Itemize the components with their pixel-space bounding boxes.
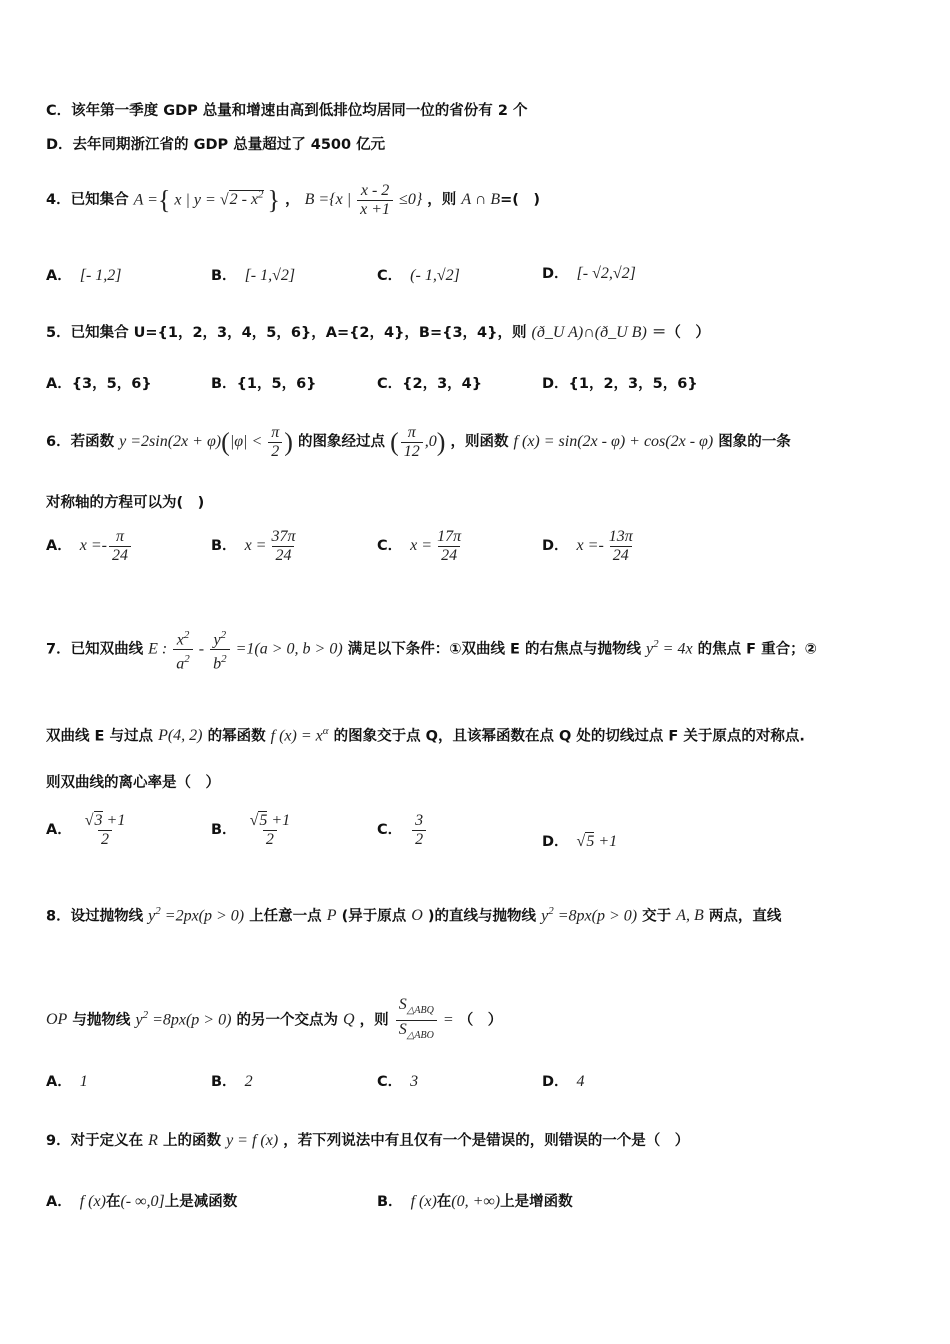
q9-stem: 9．对于定义在 R 上的函数 y = f (x) ，若下列说法中有且仅有一个是错误的，则错误的一个是（ ） — [46, 1132, 690, 1149]
q3-option-d: D．去年同期浙江省的 GDP 总量超过了 4500 亿元 — [46, 137, 386, 153]
q7-option-c: C． $\frac{3}{2}$ — [377, 812, 428, 849]
q7-option-b: B． $\frac{√5 +1}{2}$ — [211, 812, 291, 848]
q8-option-c: C． 3 — [377, 1073, 419, 1090]
q7-option-d: D． √5 +1 — [542, 833, 618, 850]
q6-stem: 6．若函数 y =2sin(2x + φ)(|φ| < $\frac{\pi}{2}$ ) 的图象经过点 ( $\frac{\pi}{12}$ ,0) ，则函数 f (x) = sin(2x - φ) + cos(2x - φ) 图象的一条 — [46, 424, 791, 460]
q6-stem-line2: 对称轴的方程可以为( ) — [46, 495, 205, 511]
q6-option-c: C． x = $\frac{17\pi}{24}$ — [377, 528, 462, 564]
q7-option-a: A． $\frac{√3 +1}{2}$ — [46, 812, 126, 848]
q5-option-b: B．{1，5，6} — [211, 376, 317, 392]
q5-option-c: C．{2，3，4} — [377, 376, 483, 392]
q6-option-a: A． x =- $\frac{\pi}{24}$ — [46, 528, 133, 565]
q5-stem: 5．已知集合 U={1，2，3，4，5，6}，A={2，4}，B={3，4}，则 (ð_U A)∩(ð_U B) ＝（ ） — [46, 324, 710, 341]
q4-option-a: A． [- 1,2] — [46, 267, 122, 284]
q4-option-c: C． (- 1,√2] — [377, 267, 460, 284]
q8-stem-line2: OP 与抛物线 $y^2 =8px(p > 0)$ 的另一个交点为 Q ，则 $\frac{S_{\triangle ABQ}}{S_{\triangle ABO}}$ = （ ） — [46, 996, 910, 1045]
q8-option-a: A． 1 — [46, 1073, 88, 1090]
q4-option-b: B． [- 1,√2] — [211, 267, 296, 284]
q4-option-d: D． [- √2,√2] — [542, 265, 636, 282]
q7-stem: 7．已知双曲线 E : $\frac{x^2}{a^2}$ - $\frac{y^2}{b^2}$ =1(a > 0, b > 0) 满足以下条件：①双曲线 E 的右焦点与抛物线 $y^2 = 4x$ 的焦点 F 重合；② — [46, 626, 910, 674]
q9-option-a: A． f (x)在(- ∞,0]上是减函数 — [46, 1193, 238, 1210]
q8-stem: 8．设过抛物线 $y^2 =2px(p > 0)$ 上任意一点 P (异于原点 O )的直线与抛物线 $y^2 =8px(p > 0)$ 交于 A, B 两点，直线 — [46, 905, 782, 925]
q7-stem-line3: 则双曲线的离心率是（ ） — [46, 775, 220, 791]
q8-option-d: D． 4 — [542, 1073, 585, 1090]
q9-option-b: B． f (x)在(0, +∞)上是增函数 — [377, 1193, 573, 1210]
q6-function: y =2sin(2x + φ)(|φ| < $\frac{\pi}{2}$ ) — [119, 424, 293, 460]
q7-stem-line2: 双曲线 E 与过点 P(4, 2) 的幂函数 f $(x) = x^\alpha$ 的图象交于点 Q，且该幂函数在点 Q 处的切线过点 F 关于原点的对称点. — [46, 725, 805, 745]
q5-option-a: A．{3，5，6} — [46, 376, 152, 392]
q3-option-c: C．该年第一季度 GDP 总量和增速由高到低排位均居同一位的省份有 2 个 — [46, 103, 528, 119]
q7-hyperbola: E : $\frac{x^2}{a^2}$ - $\frac{y^2}{b^2}$ =1(a > 0, b > 0) — [148, 629, 343, 673]
q8-option-b: B． 2 — [211, 1073, 253, 1090]
q6-target-function: f (x) = sin(2x - φ) + cos(2x - φ) — [513, 433, 714, 451]
q6-option-d: D． x =- $\frac{13\pi}{24}$ — [542, 528, 633, 564]
q4-set-a: A ={ x | $y = √2 - x^2$ } — [133, 185, 281, 215]
q5-option-d: D．{1，2，3，5，6} — [542, 376, 698, 392]
q4-set-b: B ={x | $\frac{x - 2}{x +1}$ ≤0} — [304, 182, 423, 218]
q4-stem: 4．已知集合 A ={ x | $y = √2 - x^2$ } ， B ={x | $\frac{x - 2}{x +1}$ ≤0} ，则 A ∩ B=( ) — [46, 182, 541, 218]
q6-option-b: B． x = $\frac{37\pi}{24}$ — [211, 528, 296, 564]
